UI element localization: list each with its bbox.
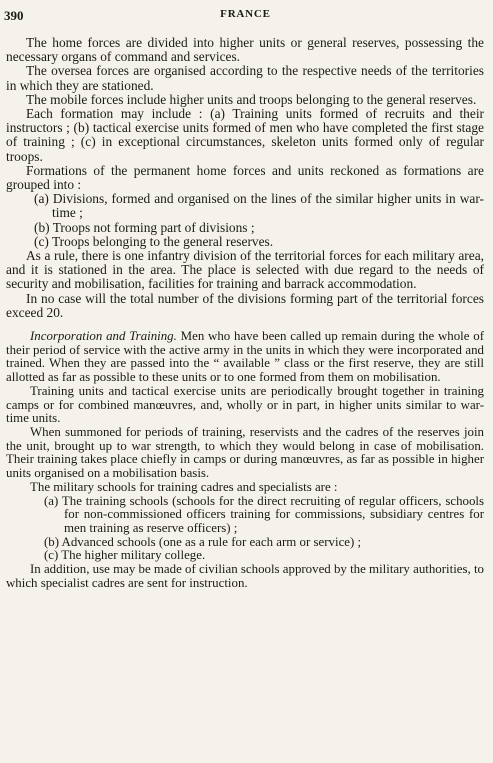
section-heading: Incorporation and Training. xyxy=(30,329,177,344)
paragraph: As a rule, there is one infantry division of the territorial forces for each military area, and it is stationed in the area. The place is selected with due regard to the needs of security and mobilisation, facilities for training and barrack accommodation. xyxy=(6,248,484,292)
paragraph-text: Men who have been called up remain during the whole of their period of service with the active army in the units in which they were incorporated and trained. When they are passed into the “ available ” class or the first reserve, they are still allotted as far as possible to these units or to one formed from them on mobilisation. xyxy=(6,329,484,385)
paragraph: Training units and tactical exercise units are periodically brought together in training camps or for combined manœuvres, and, wholly or in part, in higher units similar to war-time units. xyxy=(6,383,484,426)
paragraph: When summoned for periods of training, reservists and the cadres of the reserves join the unit, brought up to war strength, to which they would belong in case of mobilisation. Their training takes place chiefly in camps or during manœuvres, as far as possible in higher units organised on a mobilisation basis. xyxy=(6,424,484,481)
training-section xyxy=(6,330,484,590)
paragraph: The mobile forces include higher units and troops belonging to the general reserves. xyxy=(26,91,477,107)
list-item: (c) Troops belonging to the general reserves. xyxy=(34,233,274,249)
paragraph: In no case will the total number of the divisions forming part of the territorial forces exceed 20. xyxy=(6,290,484,320)
formation-list xyxy=(6,192,484,249)
paragraph: The home forces are divided into higher units or general reserves, possessing the necessary organs of command and services. xyxy=(6,35,484,65)
paragraph: Each formation may include : (a) Training units formed of recruits and their instructors ; (b) tactical exercise units formed of men who have completed the first stage of training ; (c) in exceptional circumstances, skeleton units formed only of regular troops. xyxy=(6,106,484,164)
page-header xyxy=(4,8,487,24)
list-item: (b) Advanced schools (one as a rule for each arm or service) ; xyxy=(44,534,362,549)
page-body xyxy=(6,36,484,590)
page-number: 390 xyxy=(4,8,24,23)
schools-list xyxy=(6,495,484,564)
list-item: (a) Divisions, formed and organised on the lines of the similar higher units in war-time ; xyxy=(34,191,484,221)
paragraph: The oversea forces are organised according to the respective needs of the territories in which they are stationed. xyxy=(6,63,484,93)
paragraph: In addition, use may be made of civilian schools approved by the military authorities, to which specialist cadres are sent for instruction. xyxy=(6,562,484,590)
running-head: FRANCE xyxy=(220,8,271,20)
paragraph: Formations of the permanent home forces and units reckoned as formations are grouped into : xyxy=(6,162,484,193)
paragraph xyxy=(6,330,484,385)
list-item: (c) The higher military college. xyxy=(44,548,206,563)
list-item: (a) The training schools (schools for the direct recruiting of regular officers, schools for non-commissioned officers training for commissions, subsidiary centres for men training as reserve officers) ; xyxy=(44,493,484,535)
list-item: (b) Troops not forming part of divisions ; xyxy=(34,219,255,235)
paragraph: The military schools for training cadres and specialists are : xyxy=(30,479,338,494)
